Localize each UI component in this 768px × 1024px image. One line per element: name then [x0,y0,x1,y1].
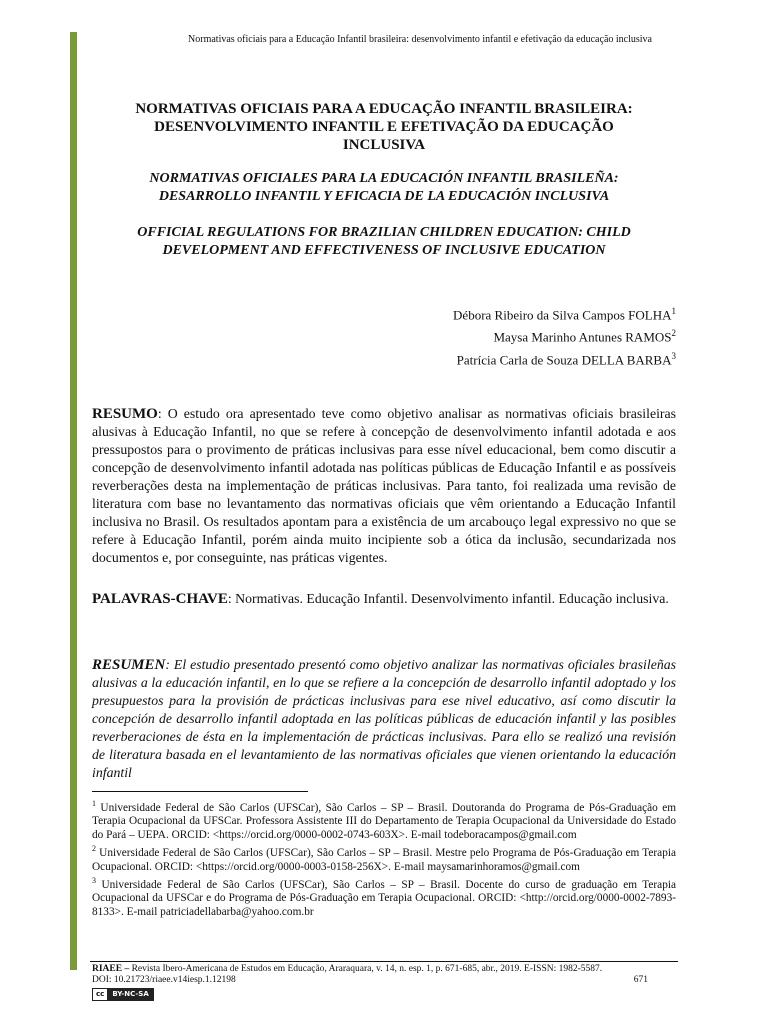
footnote: $^1$ Universidade Federal de São Carlos (UFSCar), São Carlos – SP – Brasil. Doutoranda do Programa de Pós-Graduação em Terapia Ocupacional da UFSCar. Professora Assistente III do Departamento de Terapia Ocupacional da Universidade do Estado do Pará – UEPA. ORCID: <https://orcid.org/0000-0002-0743-603X>. E-mail todeboracampos@gmail.com [92,799,676,841]
author: Maysa Marinho Antunes RAMOS$^2$ [493,328,676,345]
footnote-separator [92,791,308,792]
resumen-text: : El estudio presentado presentó como objetivo analizar las normativas oficiales brasileñas alusivas a la educación infantil, en lo que se refiere a la concepción de desarrollo infantil adoptado y los presupuestos para la provisión de prácticas inclusivas para ese nivel educativo, así como discutir la concepción de desarrollo infantil adoptada en las políticas públicas de educación infantil y las posibles reverberaciones de ésta en la implementación de prácticas inclusivas. Para ello se realizó una revisión de literatura basada en el levantamiento de las normativas oficiales que vienen orientando la educación infantil [92,657,676,780]
abstract-resumo [92,405,676,567]
doi-link[interactable]: DOI: 10.21723/riaee.v14iesp.1.12198 [92,975,236,985]
abstract-resumen [92,656,676,782]
title-pt-line2: DESENVOLVIMENTO INFANTIL E EFETIVAÇÃO DA EDUCAÇÃO [154,119,614,135]
title-es-line2: DESARROLLO INFANTIL Y EFICACIA DE LA EDUCACIÓN INCLUSIVA [158,189,610,204]
running-head: Normativas oficiais para a Educação Infantil brasileira: desenvolvimento infantil e efetivação da educação inclusiva [188,34,652,45]
journal-citation: RIAEE – Revista Ibero-Americana de Estudos em Educação, Araraquara, v. 14, n. esp. 1, p. 671-685, abr., 2019. E-ISSN: 1982-5587. [92,964,603,974]
creative-commons-license-icon[interactable] [92,988,154,1001]
cc-icon: cc [93,989,108,1000]
title-portuguese [92,100,676,154]
resumen-label: RESUMEN [92,657,166,673]
title-pt-line1: NORMATIVAS OFICIAIS PARA A EDUCAÇÃO INFANTIL BRASILEIRA: [135,101,633,117]
title-es-line1: NORMATIVAS OFICIALES PARA LA EDUCACIÓN INFANTIL BRASILEÑA: [149,171,619,186]
footer-rule [90,961,678,962]
page-footer [92,964,676,1001]
title-english [92,224,676,260]
page-number: 671 [633,975,648,985]
author: Patrícia Carla de Souza DELLA BARBA$^3$ [456,350,676,367]
license-label: BY-NC-SA [108,989,152,1000]
sidebar-accent-bar [70,32,77,970]
keywords-text: : Normativas. Educação Infantil. Desenvolvimento infantil. Educação inclusiva. [227,591,669,606]
author-list [453,302,676,369]
keywords-palavras-chave [92,590,676,608]
title-spanish [92,170,676,206]
resumo-text: : O estudo ora apresentado teve como objetivo analisar as normativas oficiais brasileiras alusivas à Educação Infantil, no que se refere à concepção de desenvolvimento infantil adotada e aos pressupostos para o provimento de práticas inclusivas para esse nível educacional, bem como discutir a concepção de desenvolvimento infantil adotada nas políticas públicas de Educação Infantil e as possíveis reverberações desta na implementação de práticas inclusivas. Para tanto, foi realizada uma revisão de literatura com base no levantamento das normativas oficiais que vêm orientando a Educação Infantil inclusiva no Brasil. Os resultados apontam para a existência de um arcabouço legal expressivo no que se refere à Educação Infantil, porém ainda muito incipiente sob a ótica da inclusão, secundarizada nos documentos e, por conseguinte, nas práticas vigentes. [92,406,676,565]
title-pt-line3: INCLUSIVA [342,137,426,153]
author: Débora Ribeiro da Silva Campos FOLHA$^1$ [453,306,676,323]
footnotes [92,797,676,919]
title-block [92,100,676,260]
resumo-label: RESUMO [92,406,158,422]
keywords-label: PALAVRAS-CHAVE [92,591,228,607]
footnote: $^2$ Universidade Federal de São Carlos (UFSCar), São Carlos – SP – Brasil. Mestre pelo Programa de Pós-Graduação em Terapia Ocupacional. ORCID: <https://orcid.org/0000-0003-0158-256X>. E-mail maysamarinhoramos@gmail.com [92,844,676,873]
title-en-line1: OFFICIAL REGULATIONS FOR BRAZILIAN CHILDREN EDUCATION: CHILD [137,225,631,240]
footnote: $^3$ Universidade Federal de São Carlos (UFSCar), São Carlos – SP – Brasil. Docente do curso de graduação em Terapia Ocupacional da UFSCar e do Programa de Pós-Graduação em Terapia Ocupacional. ORCID: <http://orcid.org/0000-0002-7893-8133>. E-mail patriciadellabarba@yahoo.com.br [92,876,676,918]
title-en-line2: DEVELOPMENT AND EFFECTIVENESS OF INCLUSIVE EDUCATION [162,243,606,258]
